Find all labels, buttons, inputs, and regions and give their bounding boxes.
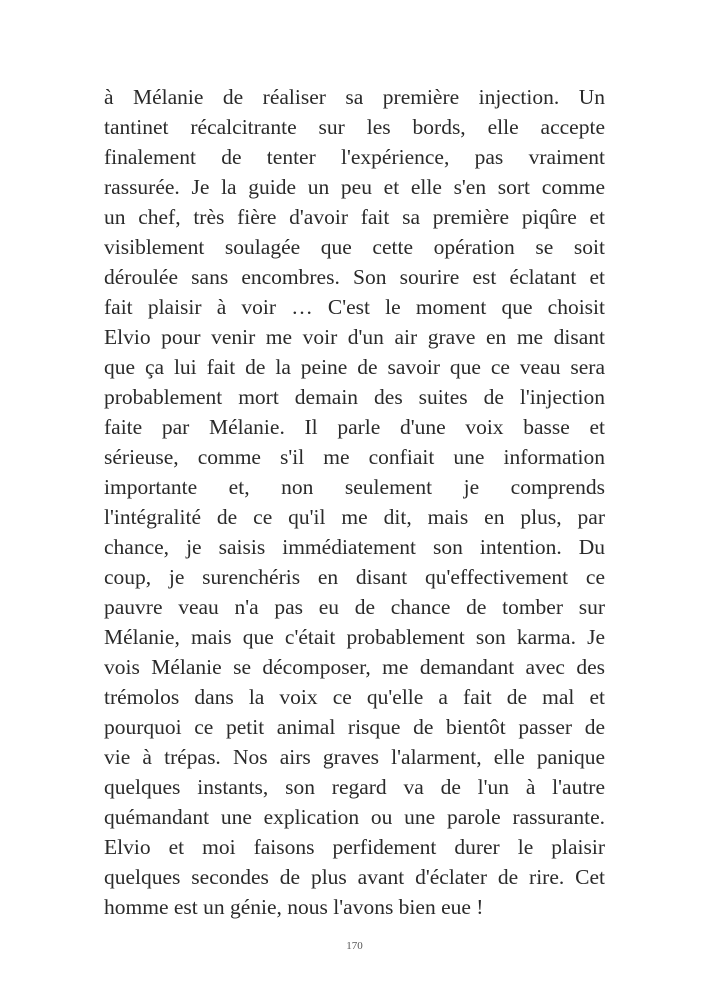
- body-text: [104, 82, 605, 922]
- text-line: fait plaisir à voir … C'est le moment que choisit: [104, 295, 605, 319]
- text-line: l'intégralité de ce qu'il me dit, mais en plus, par: [104, 505, 605, 529]
- text-line: quelques secondes de plus avant d'éclater de rire. Cet: [104, 865, 605, 889]
- text-line: vois Mélanie se décomposer, me demandant avec des: [104, 655, 605, 679]
- text-line: rassurée. Je la guide un peu et elle s'en sort comme: [104, 175, 605, 199]
- text-line: Mélanie, mais que c'était probablement son karma. Je: [104, 625, 605, 649]
- text-line: chance, je saisis immédiatement son intention. Du: [104, 535, 605, 559]
- text-line: quémandant une explication ou une parole rassurante.: [104, 805, 605, 829]
- text-line: un chef, très fière d'avoir fait sa première piqûre et: [104, 205, 605, 229]
- text-line: sérieuse, comme s'il me confiait une information: [104, 445, 605, 469]
- text-line: tantinet récalcitrante sur les bords, elle accepte: [104, 115, 605, 139]
- text-line: Elvio et moi faisons perfidement durer le plaisir: [104, 835, 605, 859]
- text-line: déroulée sans encombres. Son sourire est éclatant et: [104, 265, 605, 289]
- text-line: finalement de tenter l'expérience, pas vraiment: [104, 145, 605, 169]
- text-line: coup, je surenchéris en disant qu'effectivement ce: [104, 565, 605, 589]
- text-line: importante et, non seulement je comprends: [104, 475, 605, 499]
- text-line: quelques instants, son regard va de l'un à l'autre: [104, 775, 605, 799]
- text-line: pauvre veau n'a pas eu de chance de tomber sur: [104, 595, 605, 619]
- text-line: Elvio pour venir me voir d'un air grave en me disant: [104, 325, 605, 349]
- page-number: 170: [346, 940, 363, 952]
- text-line: vie à trépas. Nos airs graves l'alarment, elle panique: [104, 745, 605, 769]
- text-line: faite par Mélanie. Il parle d'une voix basse et: [104, 415, 605, 439]
- text-line-last: homme est un génie, nous l'avons bien eue !: [104, 895, 484, 919]
- text-line: pourquoi ce petit animal risque de bientôt passer de: [104, 715, 605, 739]
- text-line: probablement mort demain des suites de l'injection: [104, 385, 605, 409]
- text-line: trémolos dans la voix ce qu'elle a fait de mal et: [104, 685, 605, 709]
- text-line: que ça lui fait de la peine de savoir que ce veau sera: [104, 355, 605, 379]
- text-line: à Mélanie de réaliser sa première injection. Un: [104, 85, 605, 109]
- text-line: visiblement soulagée que cette opération se soit: [104, 235, 605, 259]
